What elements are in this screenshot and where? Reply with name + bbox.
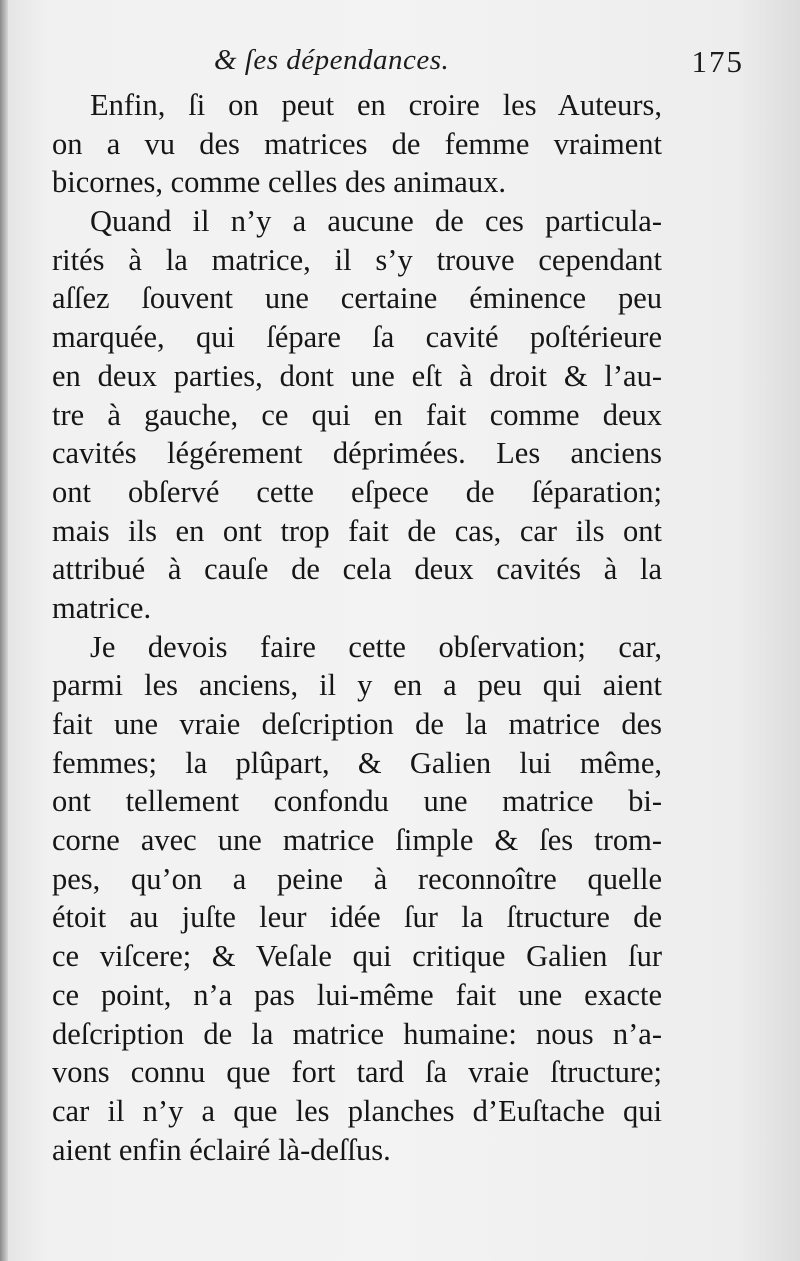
text-line: femmes; la plûpart, & Galien lui même, [52, 745, 662, 780]
text-line: car il n’y a que les planches d’Euſtache qui [52, 1093, 662, 1128]
text-line: en deux parties, dont une eſt à droit & l’au- [52, 358, 662, 393]
text-line: rités à la matrice, il s’y trouve cependant [52, 242, 662, 277]
text-line: Quand il n’y a aucune de ces particula- [90, 204, 662, 239]
text-line: Je devois faire cette obſervation; car, [90, 629, 662, 664]
running-head: & ſes dépendances. [214, 44, 450, 76]
text-line: cavités légérement déprimées. Les anciens [52, 436, 662, 471]
body-text [52, 86, 662, 1169]
page-header [52, 38, 744, 88]
text-line: deſcription de la matrice humaine: nous n’a- [52, 1016, 662, 1051]
text-line: aſſez ſouvent une certaine éminence peu [52, 281, 662, 316]
text-line: corne avec une matrice ſimple & ſes trom- [52, 823, 662, 858]
text-line: fait une vraie deſcription de la matrice des [52, 707, 662, 741]
text-line: attribué à cauſe de cela deux cavités à la [52, 552, 662, 587]
text-line: aient enfin éclairé là-deſſus. [52, 1132, 391, 1167]
page-number: 175 [691, 44, 744, 79]
text-line: matrice. [52, 590, 152, 625]
text-line: on a vu des matrices de femme vraiment [52, 126, 662, 161]
text-line: ont obſervé cette eſpece de ſéparation; [52, 474, 662, 509]
page-gutter-shadow [0, 0, 8, 1261]
text-line: ce viſcere; & Veſale qui critique Galien ſur [52, 939, 662, 974]
text-line: ont tellement confondu une matrice bi- [52, 784, 662, 819]
text-line: vons connu que fort tard ſa vraie ſtructure; [52, 1055, 662, 1090]
text-line: pes, qu’on a peine à reconnoître quelle [52, 861, 662, 896]
text-line: tre à gauche, ce qui en fait comme deux [52, 397, 662, 432]
text-line: mais ils en ont trop fait de cas, car ils ont [52, 513, 662, 548]
text-line: étoit au juſte leur idée ſur la ſtructure de [52, 900, 662, 935]
text-line: ce point, n’a pas lui-même fait une exacte [52, 977, 662, 1012]
text-line: Enfin, ſi on peut en croire les Auteurs, [90, 88, 662, 122]
text-line: parmi les anciens, il y en a peu qui aient [52, 668, 662, 703]
text-line: bicornes, comme celles des animaux. [52, 165, 506, 200]
text-line: marquée, qui ſépare ſa cavité poſtérieure [52, 320, 662, 355]
